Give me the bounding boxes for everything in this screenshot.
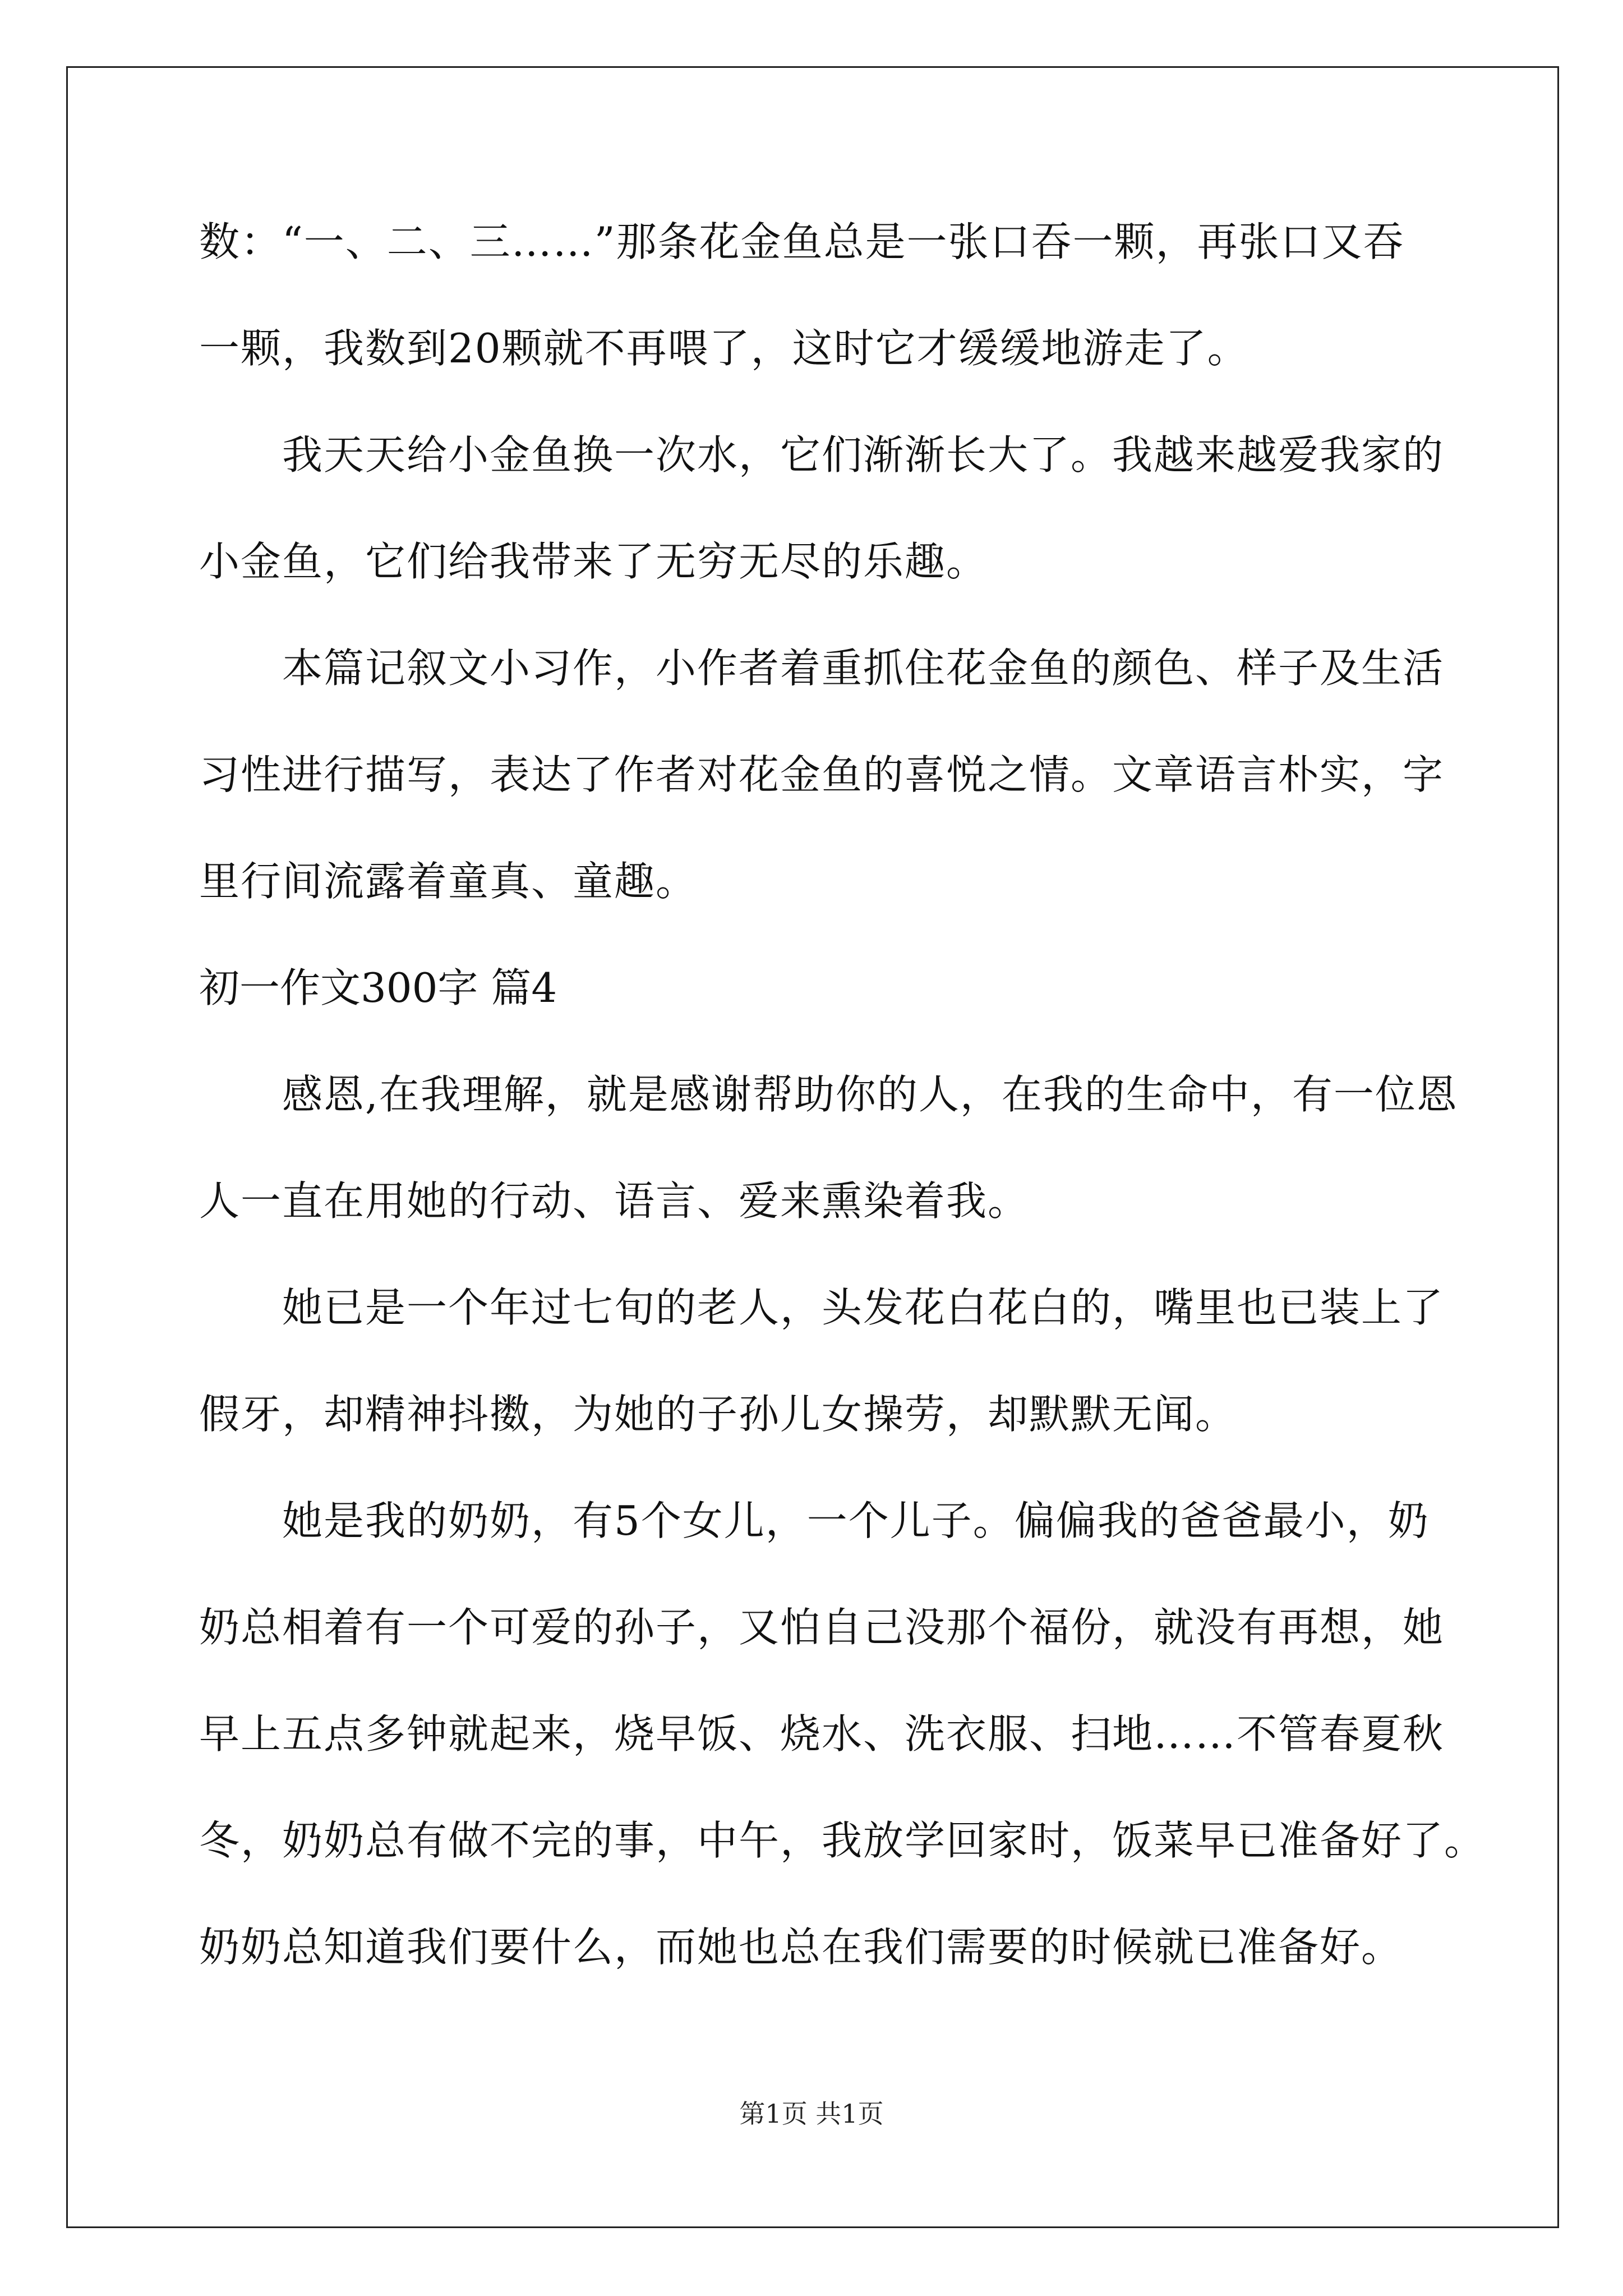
section-heading: 初一作文300字 篇4 — [199, 964, 557, 1011]
text-line: 里行间流露着童真、童趣。 — [199, 858, 698, 905]
text-line: 假牙，却精神抖擞，为她的子孙儿女操劳，却默默无闻。 — [199, 1391, 1237, 1438]
text-line: 数：“一、二、三……”那条花金鱼总是一张口吞一颗，再张口又吞 — [199, 218, 1405, 265]
paragraph-start: 她已是一个年过七旬的老人，头发花白花白的，嘴里也已装上了 — [282, 1284, 1445, 1331]
document-body — [199, 218, 1486, 2031]
text-line: 奶奶总知道我们要什么，而她也总在我们需要的时候就已准备好。 — [199, 1924, 1403, 1971]
paragraph-start: 她是我的奶奶，有5个女儿，一个儿子。偏偏我的爸爸最小，奶 — [282, 1497, 1430, 1544]
text-line: 一颗，我数到20颗就不再喂了，这时它才缓缓地游走了。 — [199, 325, 1249, 372]
text-line: 习性进行描写，表达了作者对花金鱼的喜悦之情。文章语言朴实，字 — [199, 751, 1445, 798]
paragraph-start: 我天天给小金鱼换一次水，它们渐渐长大了。我越来越爱我家的 — [282, 431, 1445, 478]
text-line: 冬，奶奶总有做不完的事，中午，我放学回家时，饭菜早已准备好了。 — [199, 1817, 1486, 1864]
paragraph-start: 感恩,在我理解，就是感谢帮助你的人，在我的生命中，有一位恩 — [282, 1071, 1458, 1118]
text-line: 早上五点多钟就起来，烧早饭、烧水、洗衣服、扫地……不管春夏秋 — [199, 1710, 1445, 1757]
page-footer: 第1页 共1页 — [739, 2099, 884, 2129]
paragraph-start: 本篇记叙文小习作，小作者着重抓住花金鱼的颜色、样子及生活 — [282, 645, 1445, 692]
text-line: 小金鱼，它们给我带来了无穷无尽的乐趣。 — [199, 538, 988, 585]
text-line: 奶总相着有一个可爱的孙子，又怕自己没那个福份，就没有再想，她 — [199, 1604, 1445, 1651]
text-line: 人一直在用她的行动、语言、爱来熏染着我。 — [199, 1177, 1030, 1225]
